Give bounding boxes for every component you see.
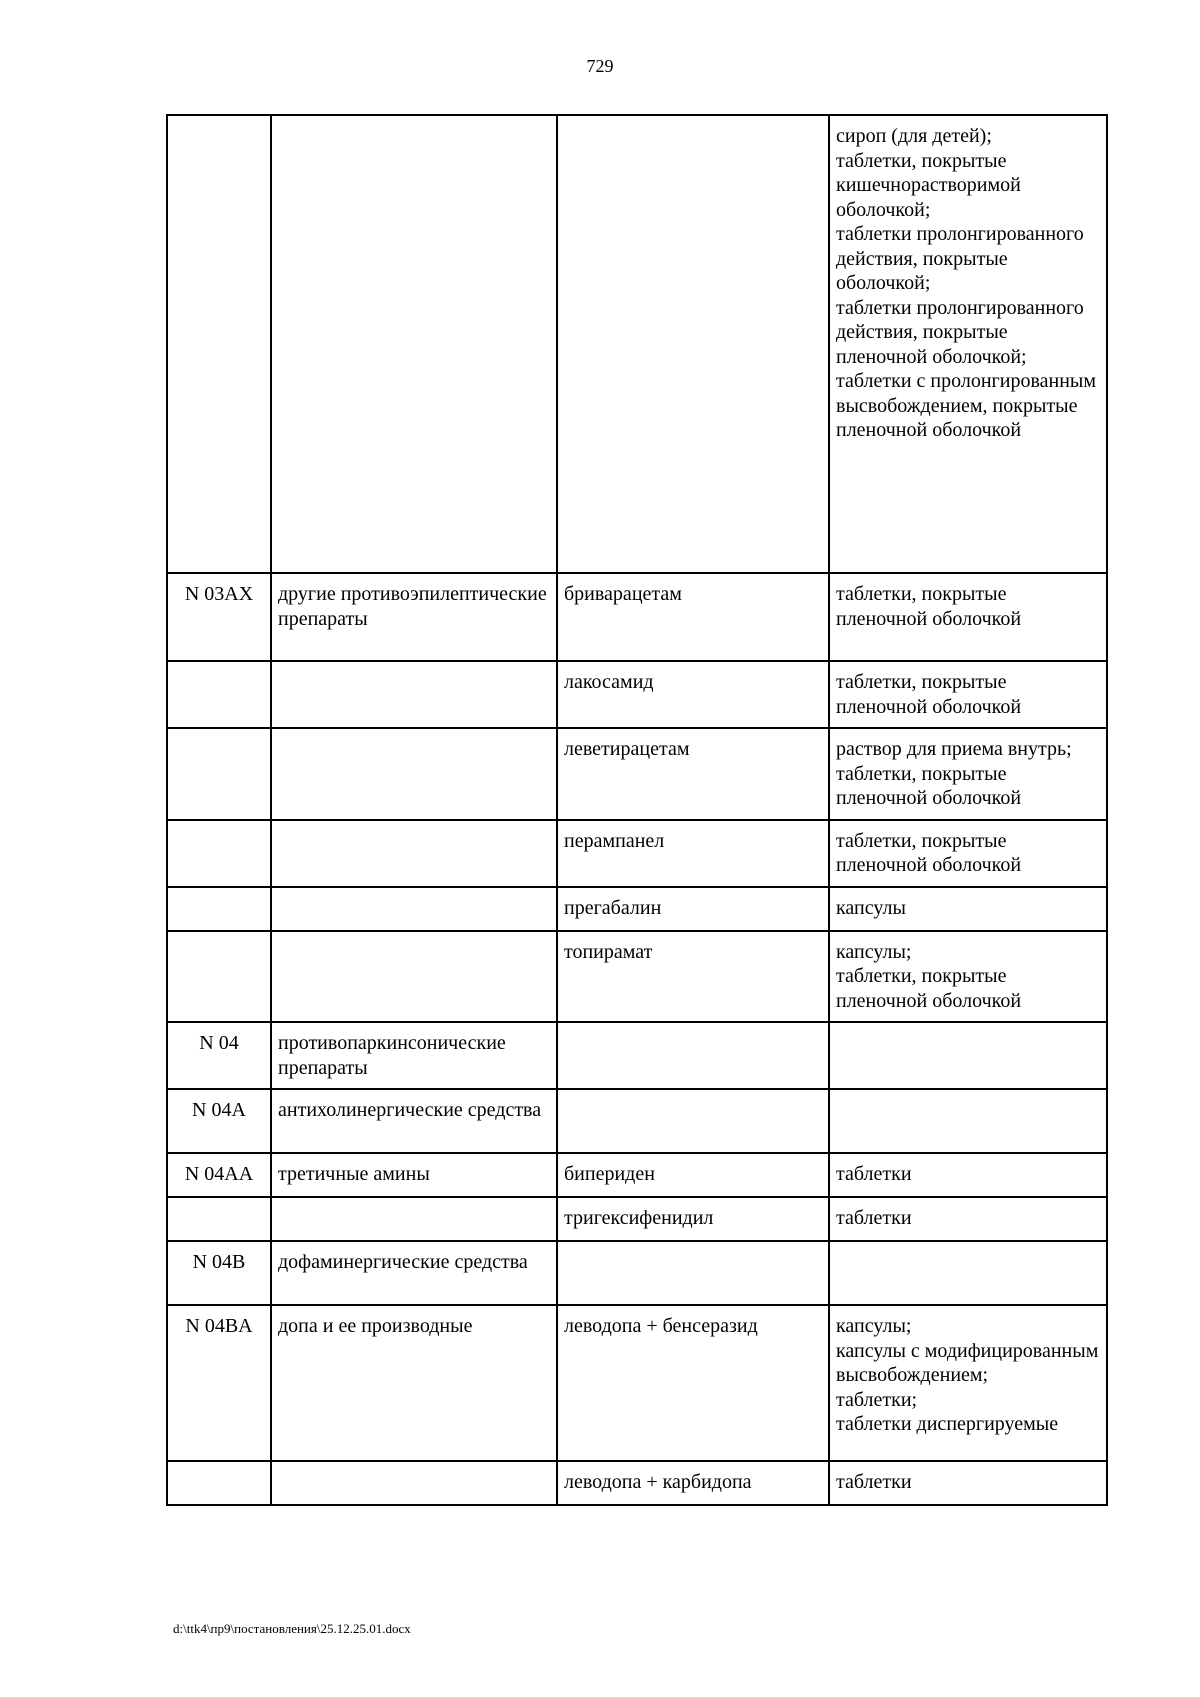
table-row <box>167 820 1107 887</box>
dosage-form-cell: сироп (для детей); таблетки, покрытые кишечнорастворимой оболочкой; таблетки пролонгированного действия, покрытые оболочкой; таблетки пролонгированного действия, покрытые пленочной оболочкой; таблетки с пролонгированным высвобождением, покрытые пленочной оболочкой <box>829 115 1107 573</box>
atc-code-cell <box>167 115 271 573</box>
group-name-cell: третичные амины <box>271 1153 557 1197</box>
table-row <box>167 887 1107 931</box>
table-row <box>167 1461 1107 1505</box>
atc-code-cell <box>167 931 271 1023</box>
drug-name-cell: лакосамид <box>557 661 829 728</box>
group-name-cell <box>271 931 557 1023</box>
dosage-form-cell: таблетки <box>829 1153 1107 1197</box>
atc-code-cell: N 04A <box>167 1089 271 1153</box>
dosage-form-cell: таблетки <box>829 1461 1107 1505</box>
drug-name-cell <box>557 1089 829 1153</box>
group-name-cell <box>271 820 557 887</box>
atc-code-cell <box>167 1197 271 1241</box>
group-name-cell <box>271 1461 557 1505</box>
drug-name-cell: тригексифенидил <box>557 1197 829 1241</box>
atc-code-cell <box>167 661 271 728</box>
table-row <box>167 115 1107 573</box>
footer-file-path: d:\ttk4\пр9\постановления\25.12.25.01.docx <box>173 1621 411 1636</box>
page-number: 729 <box>586 56 614 76</box>
dosage-form-cell: таблетки <box>829 1197 1107 1241</box>
drug-name-cell: топирамат <box>557 931 829 1023</box>
dosage-form-cell: капсулы; капсулы с модифицированным высвобождением; таблетки; таблетки диспергируемые <box>829 1305 1107 1461</box>
table-row <box>167 931 1107 1023</box>
atc-code-cell <box>167 728 271 820</box>
table-row <box>167 1022 1107 1089</box>
group-name-cell <box>271 1197 557 1241</box>
atc-code-cell: N 03AX <box>167 573 271 661</box>
drug-name-cell: леветирацетам <box>557 728 829 820</box>
drug-name-cell <box>557 1241 829 1305</box>
table-row <box>167 661 1107 728</box>
atc-code-cell: N 04BA <box>167 1305 271 1461</box>
drug-table <box>166 114 1108 1506</box>
drug-name-cell: бипериден <box>557 1153 829 1197</box>
table-row <box>167 1241 1107 1305</box>
table-row <box>167 1089 1107 1153</box>
dosage-form-cell: раствор для приема внутрь; таблетки, покрытые пленочной оболочкой <box>829 728 1107 820</box>
dosage-form-cell: таблетки, покрытые пленочной оболочкой <box>829 573 1107 661</box>
group-name-cell <box>271 661 557 728</box>
group-name-cell <box>271 887 557 931</box>
atc-code-cell <box>167 887 271 931</box>
dosage-form-cell <box>829 1241 1107 1305</box>
drug-name-cell <box>557 115 829 573</box>
drug-name-cell <box>557 1022 829 1089</box>
atc-code-cell: N 04AA <box>167 1153 271 1197</box>
group-name-cell <box>271 728 557 820</box>
drug-name-cell: прегабалин <box>557 887 829 931</box>
drug-name-cell: леводопа + карбидопа <box>557 1461 829 1505</box>
drug-name-cell: бриварацетам <box>557 573 829 661</box>
atc-code-cell <box>167 820 271 887</box>
atc-code-cell <box>167 1461 271 1505</box>
dosage-form-cell: капсулы <box>829 887 1107 931</box>
table-row <box>167 1197 1107 1241</box>
group-name-cell: дофаминергические средства <box>271 1241 557 1305</box>
dosage-form-cell <box>829 1089 1107 1153</box>
dosage-form-cell: таблетки, покрытые пленочной оболочкой <box>829 820 1107 887</box>
dosage-form-cell: капсулы; таблетки, покрытые пленочной оболочкой <box>829 931 1107 1023</box>
table-row <box>167 728 1107 820</box>
table-row <box>167 573 1107 661</box>
table-row <box>167 1305 1107 1461</box>
table-body <box>167 115 1107 1505</box>
group-name-cell: антихолинергические средства <box>271 1089 557 1153</box>
dosage-form-cell: таблетки, покрытые пленочной оболочкой <box>829 661 1107 728</box>
group-name-cell: противопаркинсонические препараты <box>271 1022 557 1089</box>
drug-name-cell: леводопа + бенсеразид <box>557 1305 829 1461</box>
group-name-cell: допа и ее производные <box>271 1305 557 1461</box>
group-name-cell <box>271 115 557 573</box>
drug-name-cell: перампанел <box>557 820 829 887</box>
dosage-form-cell <box>829 1022 1107 1089</box>
table-row <box>167 1153 1107 1197</box>
atc-code-cell: N 04B <box>167 1241 271 1305</box>
group-name-cell: другие противоэпилептические препараты <box>271 573 557 661</box>
atc-code-cell: N 04 <box>167 1022 271 1089</box>
